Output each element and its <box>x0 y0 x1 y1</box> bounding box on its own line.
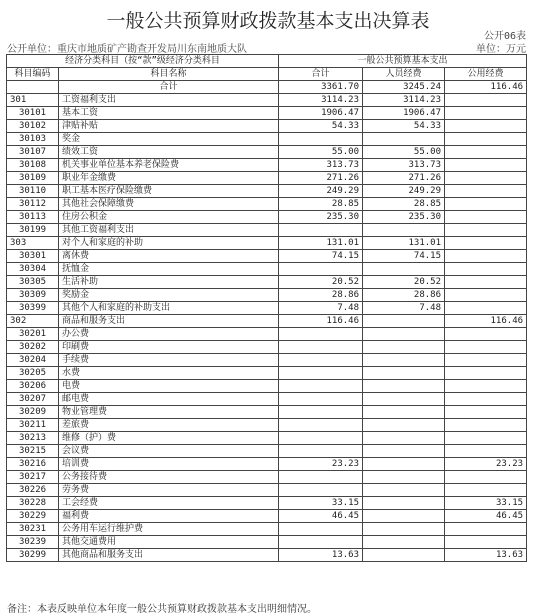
row-personnel <box>363 354 445 367</box>
row-name: 机关事业单位基本养老保险费 <box>59 159 279 172</box>
row-code: 30226 <box>7 484 59 497</box>
row-total: 7.48 <box>279 302 363 315</box>
row-public <box>445 185 527 198</box>
header-total: 合计 <box>279 68 363 81</box>
row-total <box>279 445 363 458</box>
row-code: 30113 <box>7 211 59 224</box>
row-total <box>279 380 363 393</box>
row-name: 职业年金缴费 <box>59 172 279 185</box>
table-row <box>7 120 527 133</box>
row-total: 33.15 <box>279 497 363 510</box>
row-total: 28.86 <box>279 289 363 302</box>
row-name: 邮电费 <box>59 393 279 406</box>
row-code: 30228 <box>7 497 59 510</box>
row-code: 30299 <box>7 549 59 562</box>
table-row <box>7 107 527 120</box>
row-name: 公务接待费 <box>59 471 279 484</box>
row-code: 30217 <box>7 471 59 484</box>
row-public <box>445 302 527 315</box>
header-column-row <box>7 68 527 81</box>
table-row <box>7 276 527 289</box>
row-code: 30211 <box>7 419 59 432</box>
row-total: 1906.47 <box>279 107 363 120</box>
row-public <box>445 419 527 432</box>
row-personnel: 271.26 <box>363 172 445 185</box>
row-name: 职工基本医疗保险缴费 <box>59 185 279 198</box>
row-personnel <box>363 380 445 393</box>
row-code: 30399 <box>7 302 59 315</box>
row-total: 3361.70 <box>279 81 363 94</box>
row-name: 会议费 <box>59 445 279 458</box>
row-name: 工会经费 <box>59 497 279 510</box>
row-public: 33.15 <box>445 497 527 510</box>
row-public: 116.46 <box>445 81 527 94</box>
row-code: 303 <box>7 237 59 250</box>
table-row <box>7 354 527 367</box>
row-public <box>445 250 527 263</box>
row-name: 印刷费 <box>59 341 279 354</box>
table-body <box>7 81 527 562</box>
table-row <box>7 510 527 523</box>
row-total <box>279 471 363 484</box>
row-total: 55.00 <box>279 146 363 159</box>
row-name: 物业管理费 <box>59 406 279 419</box>
row-name: 其他商品和服务支出 <box>59 549 279 562</box>
row-personnel <box>363 458 445 471</box>
row-public <box>445 328 527 341</box>
row-personnel: 313.73 <box>363 159 445 172</box>
row-total <box>279 328 363 341</box>
table-row <box>7 211 527 224</box>
row-name: 维修（护）费 <box>59 432 279 445</box>
row-name: 办公费 <box>59 328 279 341</box>
row-personnel: 28.86 <box>363 289 445 302</box>
row-name: 津贴补贴 <box>59 120 279 133</box>
row-public <box>445 536 527 549</box>
row-personnel <box>363 133 445 146</box>
row-code: 30216 <box>7 458 59 471</box>
header-name: 科目名称 <box>59 68 279 81</box>
row-personnel: 3114.23 <box>363 94 445 107</box>
row-total <box>279 263 363 276</box>
row-name: 住房公积金 <box>59 211 279 224</box>
row-name: 生活补助 <box>59 276 279 289</box>
row-code: 30110 <box>7 185 59 198</box>
table-row <box>7 172 527 185</box>
row-name: 劳务费 <box>59 484 279 497</box>
row-total <box>279 224 363 237</box>
row-name: 电费 <box>59 380 279 393</box>
table-row <box>7 133 527 146</box>
row-personnel: 131.01 <box>363 237 445 250</box>
row-total: 131.01 <box>279 237 363 250</box>
table-row <box>7 315 527 328</box>
row-personnel: 74.15 <box>363 250 445 263</box>
row-name: 离休费 <box>59 250 279 263</box>
row-total: 20.52 <box>279 276 363 289</box>
row-total: 271.26 <box>279 172 363 185</box>
row-personnel <box>363 419 445 432</box>
row-public <box>445 380 527 393</box>
row-name: 工资福利支出 <box>59 94 279 107</box>
row-total: 74.15 <box>279 250 363 263</box>
row-name: 差旅费 <box>59 419 279 432</box>
row-personnel <box>363 536 445 549</box>
row-public <box>445 237 527 250</box>
footnote: 备注：本表反映单位本年度一般公共预算财政拨款基本支出明细情况。 <box>7 604 317 615</box>
row-code: 30201 <box>7 328 59 341</box>
row-code: 30209 <box>7 406 59 419</box>
table-row <box>7 250 527 263</box>
row-total <box>279 523 363 536</box>
row-code: 30109 <box>7 172 59 185</box>
row-personnel <box>363 523 445 536</box>
header-personnel: 人员经费 <box>363 68 445 81</box>
row-code: 30229 <box>7 510 59 523</box>
row-code: 30204 <box>7 354 59 367</box>
row-code: 30101 <box>7 107 59 120</box>
row-personnel: 54.33 <box>363 120 445 133</box>
row-public: 116.46 <box>445 315 527 328</box>
row-public: 23.23 <box>445 458 527 471</box>
row-code: 30202 <box>7 341 59 354</box>
row-personnel: 7.48 <box>363 302 445 315</box>
row-code: 30301 <box>7 250 59 263</box>
row-code: 301 <box>7 94 59 107</box>
row-personnel: 55.00 <box>363 146 445 159</box>
row-total <box>279 484 363 497</box>
row-public <box>445 393 527 406</box>
row-total: 313.73 <box>279 159 363 172</box>
row-code: 30107 <box>7 146 59 159</box>
row-public <box>445 263 527 276</box>
row-personnel: 235.30 <box>363 211 445 224</box>
row-total <box>279 393 363 406</box>
row-name: 水费 <box>59 367 279 380</box>
row-personnel: 20.52 <box>363 276 445 289</box>
row-personnel <box>363 497 445 510</box>
row-public <box>445 107 527 120</box>
header-econ-classification: 经济分类科目（按“款”级经济分类科目 <box>7 55 279 68</box>
row-personnel <box>363 432 445 445</box>
row-total <box>279 536 363 549</box>
table-row <box>7 146 527 159</box>
row-personnel: 1906.47 <box>363 107 445 120</box>
header-group-row <box>7 55 527 68</box>
table-row <box>7 458 527 471</box>
row-total <box>279 133 363 146</box>
row-name: 对个人和家庭的补助 <box>59 237 279 250</box>
header-basic-expenditure: 一般公共预算基本支出 <box>279 55 527 68</box>
row-public <box>445 523 527 536</box>
row-personnel <box>363 510 445 523</box>
row-name: 培训费 <box>59 458 279 471</box>
row-total <box>279 367 363 380</box>
row-total: 54.33 <box>279 120 363 133</box>
row-code: 30205 <box>7 367 59 380</box>
row-name: 福利费 <box>59 510 279 523</box>
row-code: 30103 <box>7 133 59 146</box>
table-row <box>7 419 527 432</box>
table-row <box>7 471 527 484</box>
row-code: 30199 <box>7 224 59 237</box>
row-code: 30309 <box>7 289 59 302</box>
row-public: 13.63 <box>445 549 527 562</box>
form-code: 公开06表 <box>483 31 526 42</box>
table-row <box>7 341 527 354</box>
row-total: 116.46 <box>279 315 363 328</box>
row-name: 商品和服务支出 <box>59 315 279 328</box>
row-personnel <box>363 393 445 406</box>
table-row <box>7 198 527 211</box>
row-total: 46.45 <box>279 510 363 523</box>
row-name: 公务用车运行维护费 <box>59 523 279 536</box>
row-total: 249.29 <box>279 185 363 198</box>
row-public <box>445 471 527 484</box>
row-personnel <box>363 406 445 419</box>
table-row <box>7 536 527 549</box>
row-public <box>445 445 527 458</box>
currency-unit: 单位：万元 <box>476 44 526 55</box>
row-public <box>445 289 527 302</box>
row-public <box>445 133 527 146</box>
table-row <box>7 159 527 172</box>
row-total: 28.85 <box>279 198 363 211</box>
row-total <box>279 419 363 432</box>
row-name: 绩效工资 <box>59 146 279 159</box>
row-total: 13.63 <box>279 549 363 562</box>
row-code: 30304 <box>7 263 59 276</box>
row-code: 30112 <box>7 198 59 211</box>
table-row <box>7 94 527 107</box>
row-personnel <box>363 367 445 380</box>
table-row <box>7 549 527 562</box>
row-personnel: 249.29 <box>363 185 445 198</box>
row-public <box>445 146 527 159</box>
row-public <box>445 341 527 354</box>
row-code: 30231 <box>7 523 59 536</box>
report-title: 一般公共预算财政拨款基本支出决算表 <box>106 10 430 32</box>
row-name: 基本工资 <box>59 107 279 120</box>
row-public <box>445 172 527 185</box>
table-row <box>7 484 527 497</box>
table-row <box>7 445 527 458</box>
row-public <box>445 120 527 133</box>
table-row <box>7 302 527 315</box>
row-public <box>445 484 527 497</box>
row-total: 23.23 <box>279 458 363 471</box>
row-total <box>279 341 363 354</box>
table-row <box>7 406 527 419</box>
table-row <box>7 393 527 406</box>
row-personnel <box>363 445 445 458</box>
row-total: 235.30 <box>279 211 363 224</box>
row-personnel <box>363 224 445 237</box>
row-code <box>7 81 59 94</box>
reporting-unit: 公开单位：重庆市地质矿产勘查开发局川东南地质大队 <box>7 44 247 55</box>
row-name: 手续费 <box>59 354 279 367</box>
row-public <box>445 198 527 211</box>
table-row <box>7 497 527 510</box>
row-public <box>445 159 527 172</box>
row-code: 30213 <box>7 432 59 445</box>
row-personnel <box>363 315 445 328</box>
table-row <box>7 380 527 393</box>
row-total <box>279 406 363 419</box>
row-public <box>445 367 527 380</box>
row-personnel <box>363 341 445 354</box>
row-name: 其他个人和家庭的补助支出 <box>59 302 279 315</box>
row-name: 抚恤金 <box>59 263 279 276</box>
row-code: 30305 <box>7 276 59 289</box>
row-code: 30215 <box>7 445 59 458</box>
table-row <box>7 237 527 250</box>
table-row <box>7 224 527 237</box>
row-name: 奖金 <box>59 133 279 146</box>
row-name: 合计 <box>59 81 279 94</box>
table-row <box>7 185 527 198</box>
table-row <box>7 81 527 94</box>
header-code: 科目编码 <box>7 68 59 81</box>
row-public <box>445 94 527 107</box>
row-public <box>445 211 527 224</box>
table-row <box>7 523 527 536</box>
row-personnel: 28.85 <box>363 198 445 211</box>
row-total: 3114.23 <box>279 94 363 107</box>
row-personnel <box>363 484 445 497</box>
row-public <box>445 406 527 419</box>
header-public: 公用经费 <box>445 68 527 81</box>
row-personnel: 3245.24 <box>363 81 445 94</box>
row-code: 30206 <box>7 380 59 393</box>
row-personnel <box>363 471 445 484</box>
row-public <box>445 276 527 289</box>
row-personnel <box>363 549 445 562</box>
table-row <box>7 432 527 445</box>
row-code: 30108 <box>7 159 59 172</box>
table-row <box>7 328 527 341</box>
row-total <box>279 354 363 367</box>
row-public <box>445 224 527 237</box>
row-code: 30207 <box>7 393 59 406</box>
row-public: 46.45 <box>445 510 527 523</box>
row-total <box>279 432 363 445</box>
row-code: 30102 <box>7 120 59 133</box>
row-name: 其他交通费用 <box>59 536 279 549</box>
row-name: 其他工资福利支出 <box>59 224 279 237</box>
row-personnel <box>363 263 445 276</box>
table-row <box>7 367 527 380</box>
table-row <box>7 289 527 302</box>
row-code: 30239 <box>7 536 59 549</box>
row-personnel <box>363 328 445 341</box>
row-public <box>445 354 527 367</box>
row-name: 奖励金 <box>59 289 279 302</box>
row-name: 其他社会保障缴费 <box>59 198 279 211</box>
expenditure-table <box>6 54 527 562</box>
row-code: 302 <box>7 315 59 328</box>
table-row <box>7 263 527 276</box>
row-public <box>445 432 527 445</box>
